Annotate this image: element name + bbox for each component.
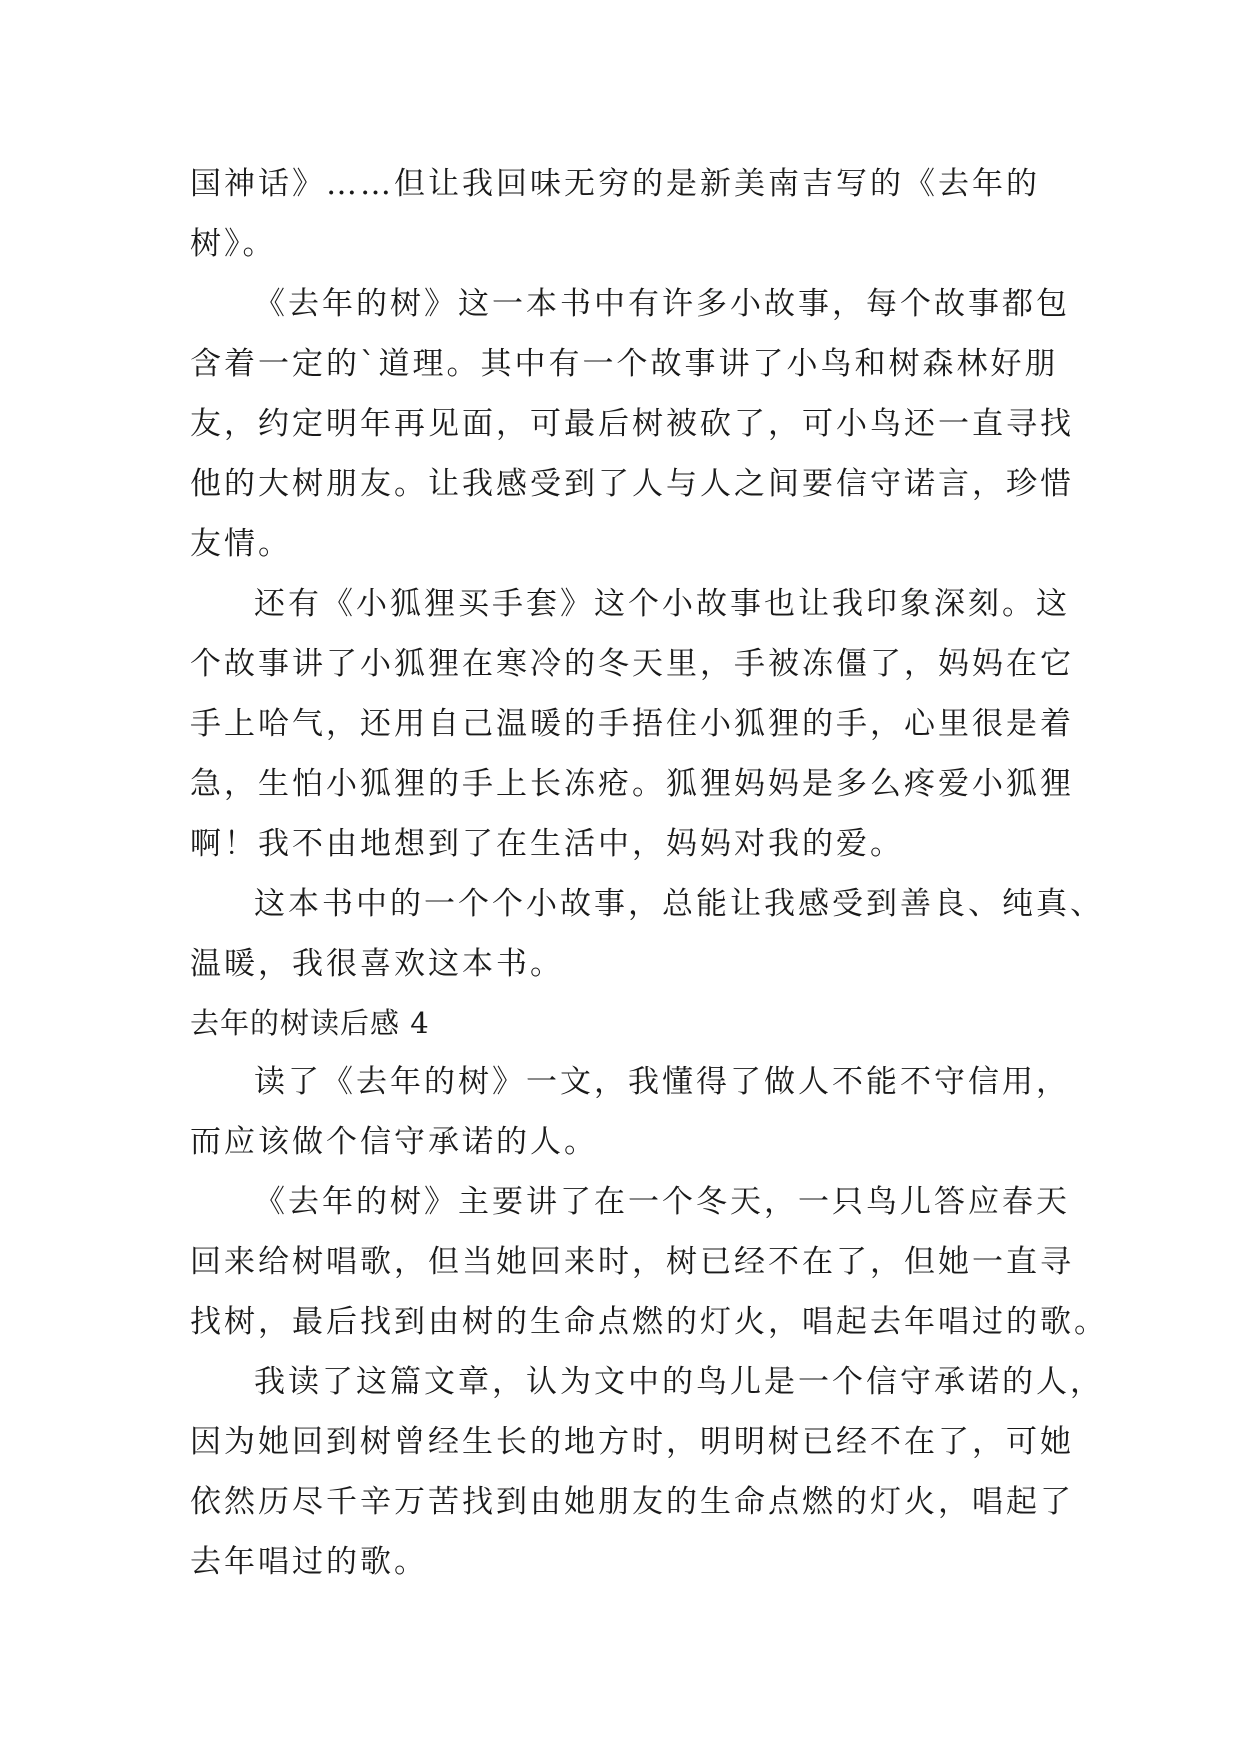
paragraph-line: 去年唱过的歌。 — [190, 1544, 428, 1580]
paragraph-line: 依然历尽千辛万苦找到由她朋友的生命点燃的灯火，唱起了 — [190, 1484, 1074, 1520]
paragraph-line: 我读了这篇文章，认为文中的鸟儿是一个信守承诺的人， — [254, 1364, 1104, 1400]
paragraph-line: 还有《小狐狸买手套》这个小故事也让我印象深刻。这 — [254, 586, 1070, 622]
paragraph-line: 啊！我不由地想到了在生活中，妈妈对我的爱。 — [190, 826, 904, 862]
paragraph-line: 温暖，我很喜欢这本书。 — [190, 946, 564, 982]
paragraph-line: 树》。 — [190, 226, 277, 262]
paragraph-line: 友，约定明年再见面，可最后树被砍了，可小鸟还一直寻找 — [190, 406, 1074, 442]
paragraph-line: 《去年的树》这一本书中有许多小故事，每个故事都包 — [254, 286, 1070, 322]
paragraph-line: 国神话》……但让我回味无穷的是新美南吉写的《去年的 — [190, 166, 1040, 202]
paragraph-line: 这本书中的一个个小故事，总能让我感受到善良、纯真、 — [254, 886, 1104, 922]
paragraph-line: 手上哈气，还用自己温暖的手捂住小狐狸的手，心里很是着 — [190, 706, 1074, 742]
paragraph-line: 个故事讲了小狐狸在寒冷的冬天里，手被冻僵了，妈妈在它 — [190, 646, 1074, 682]
paragraph-line: 因为她回到树曾经生长的地方时，明明树已经不在了，可她 — [190, 1424, 1074, 1460]
paragraph-line: 急，生怕小狐狸的手上长冻疮。狐狸妈妈是多么疼爱小狐狸 — [190, 766, 1074, 802]
paragraph-line: 友情。 — [190, 526, 292, 562]
paragraph-line: 含着一定的`道理。其中有一个故事讲了小鸟和树森林好朋 — [190, 346, 1059, 382]
document-body — [190, 154, 1108, 1592]
paragraph-line: 回来给树唱歌，但当她回来时，树已经不在了，但她一直寻 — [190, 1244, 1074, 1280]
paragraph-line: 而应该做个信守承诺的人。 — [190, 1124, 598, 1160]
paragraph-line: 读了《去年的树》一文，我懂得了做人不能不守信用， — [254, 1064, 1070, 1100]
section-heading: 去年的树读后感 4 — [190, 1006, 430, 1040]
paragraph-line: 找树，最后找到由树的生命点燃的灯火，唱起去年唱过的歌。 — [190, 1304, 1108, 1340]
paragraph-line: 他的大树朋友。让我感受到了人与人之间要信守诺言，珍惜 — [190, 466, 1074, 502]
paragraph-line: 《去年的树》主要讲了在一个冬天，一只鸟儿答应春天 — [254, 1184, 1070, 1220]
